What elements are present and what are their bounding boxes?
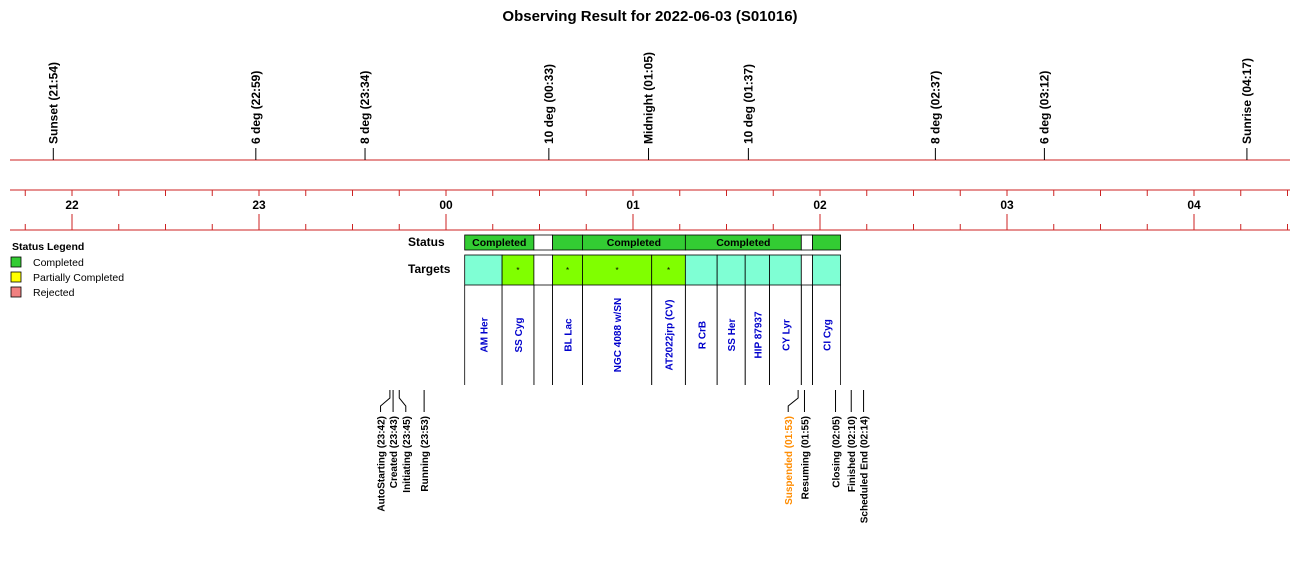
hour-tick-label: 23	[252, 198, 266, 212]
system-event-label: Running (23:53)	[420, 416, 432, 492]
system-event-label: Resuming (01:55)	[800, 416, 812, 500]
system-events	[0, 390, 871, 523]
target-name-at2022jrp-cv: AT2022jrp (CV)	[664, 299, 676, 371]
hour-tick-label: 22	[65, 198, 79, 212]
sky-event-label: 10 deg (01:37)	[741, 63, 756, 144]
legend-swatch-rejected	[11, 287, 21, 297]
target-name-ss-cyg: SS Cyg	[513, 317, 525, 353]
target-mark: *	[565, 266, 570, 275]
target-name-ngc-4088-w-sn: NGC 4088 w/SN	[613, 297, 625, 373]
status-segment-label: Completed	[606, 237, 662, 249]
target-block	[745, 255, 769, 285]
hour-tick-label: 00	[439, 198, 453, 212]
status-segment-label: Completed	[716, 237, 771, 249]
system-event-label: Scheduled End (02:14)	[859, 416, 871, 524]
hour-tick-label: 03	[1000, 198, 1014, 212]
system-event-label: Created (23:43)	[389, 416, 401, 489]
system-event-label: AutoStarting (23:42)	[376, 416, 388, 512]
sky-event-label: 6 deg (03:12)	[1037, 70, 1052, 144]
sky-event-label: 8 deg (02:37)	[928, 70, 943, 144]
targets-bar	[465, 255, 841, 385]
sky-event-label: Sunset (21:54)	[46, 61, 61, 144]
target-name-cy-lyr: CY Lyr	[781, 319, 793, 351]
chart-title: Observing Result for 2022-06-03 (S01016)	[502, 8, 798, 25]
status-legend	[11, 241, 124, 299]
target-block	[465, 255, 502, 285]
system-event-label: Closing (02:05)	[831, 416, 843, 488]
system-event-label: Finished (02:10)	[847, 416, 859, 493]
legend-swatch-partially-completed	[11, 272, 21, 282]
target-block	[770, 255, 802, 285]
system-event-label: Suspended (01:53)	[784, 416, 796, 505]
sky-event-label: 8 deg (23:34)	[358, 70, 373, 144]
status-bar	[465, 235, 841, 250]
sky-event-label: 6 deg (22:59)	[248, 70, 263, 144]
legend-title: Status Legend	[12, 241, 85, 253]
target-block	[717, 255, 745, 285]
target-name-r-crb: R CrB	[697, 320, 709, 350]
sky-event-label: Midnight (01:05)	[641, 52, 656, 144]
system-event-tick	[788, 390, 798, 412]
system-event-tick	[399, 390, 406, 412]
target-mark: *	[516, 266, 520, 275]
targets-row-label: Targets	[408, 262, 451, 276]
target-name-ss-her: SS Her	[727, 318, 739, 352]
hour-tick-label: 04	[1187, 198, 1201, 212]
status-segment	[534, 235, 553, 250]
target-mark: *	[666, 266, 671, 275]
status-row-label: Status	[408, 235, 445, 249]
legend-label-completed: Completed	[33, 257, 84, 269]
target-mark: *	[615, 266, 619, 275]
target-name-ci-cyg: CI Cyg	[822, 319, 834, 351]
system-event-label: Initiating (23:45)	[401, 416, 413, 493]
sky-events	[46, 52, 1254, 160]
system-event-tick	[381, 390, 390, 412]
target-block	[534, 255, 553, 285]
target-block	[685, 255, 717, 285]
target-block	[801, 255, 812, 285]
status-segment	[553, 235, 583, 250]
target-name-am-her: AM Her	[479, 317, 491, 353]
hour-tick-label: 02	[813, 198, 827, 212]
target-name-hip-87937: HIP 87937	[753, 311, 765, 359]
status-segment-label: Completed	[472, 237, 527, 249]
time-axis	[10, 160, 1290, 230]
legend-swatch-completed	[11, 257, 21, 267]
legend-label-partially-completed: Partially Completed	[33, 272, 125, 284]
sky-event-label: Sunrise (04:17)	[1239, 57, 1254, 144]
sky-event-label: 10 deg (00:33)	[541, 63, 556, 144]
target-block	[813, 255, 841, 285]
hour-tick-label: 01	[626, 198, 640, 212]
status-segment	[813, 235, 841, 250]
legend-label-rejected: Rejected	[33, 287, 75, 299]
target-name-bl-lac: BL Lac	[563, 318, 575, 352]
status-segment	[801, 235, 812, 250]
